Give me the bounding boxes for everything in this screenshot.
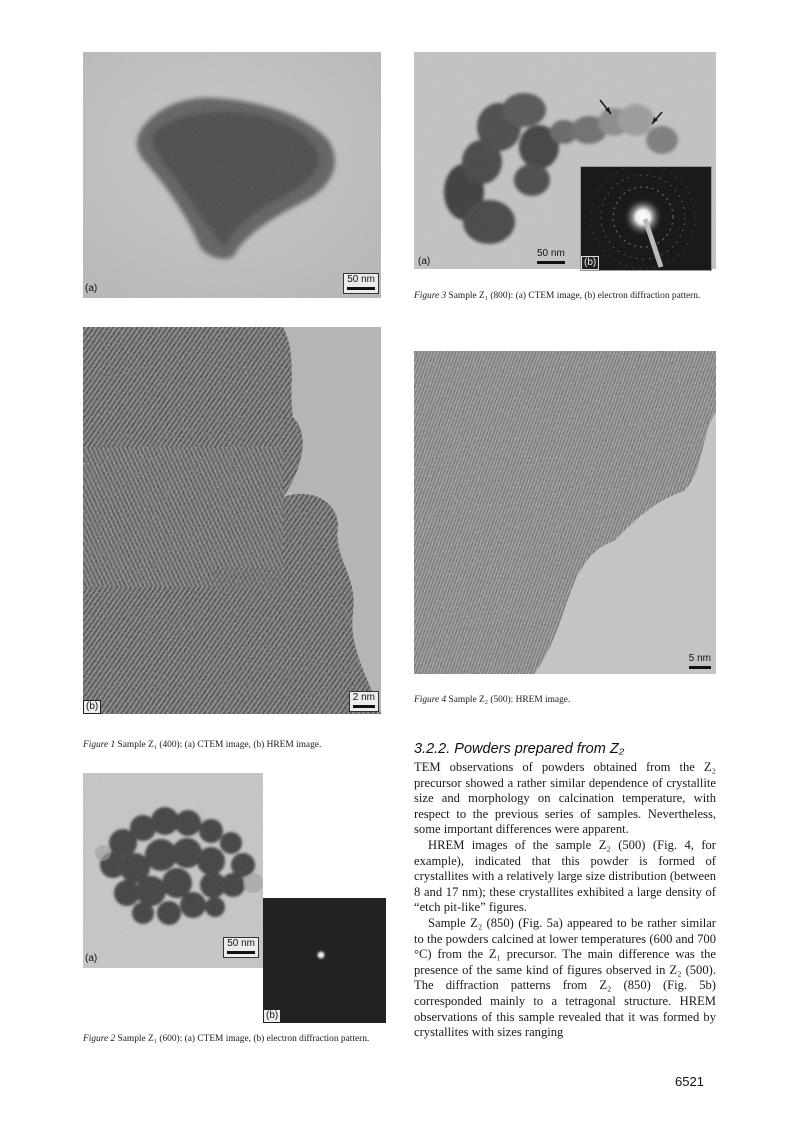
figure3a-scale-bar [534, 248, 568, 267]
figure1a-scale-bar [343, 273, 379, 294]
paragraph-3: Sample Z₂ (850) (Fig. 5a) appeared to be rather similar to the powders calcined at lower temperatures (600 and 700 °C) from the Z₁ precursor. The main difference was the presence of the same kind of figures observed in Z₂ (500). The diffraction patterns from Z₂ (850) (Fig. 5b) corresponded mainly to a tetragonal structure. HREM observations of this sample revealed that it was formed by crystallites with sizes ranging [414, 915, 716, 1040]
figure3a-scale-text: 50 nm [537, 248, 565, 259]
figure2a-scale-text: 50 nm [227, 938, 255, 949]
page-number: 6521 [675, 1074, 704, 1089]
figure2b-panel-label: (b) [263, 1009, 281, 1023]
figure4-caption-lead: Figure 4 [414, 695, 447, 705]
figure2-caption [83, 1033, 388, 1046]
figure2a-scale-bar [223, 937, 259, 958]
figure3-caption [414, 290, 719, 303]
figure3a-panel-label: (a) [418, 256, 431, 267]
figure1a-panel-label: (a) [85, 283, 98, 294]
figure1a-ctem-image [83, 52, 381, 298]
figure1-caption [83, 739, 383, 752]
figure2-caption-text: Sample Z₁ (600): (a) CTEM image, (b) electron diffraction pattern. [117, 1034, 370, 1044]
figure3b-panel-label: (b) [581, 256, 599, 270]
figure3b-diffraction-pattern [580, 166, 712, 271]
figure2-caption-lead: Figure 2 [83, 1034, 116, 1044]
figure3-caption-lead: Figure 3 [414, 291, 447, 301]
figure4-hrem-image [414, 351, 716, 674]
figure2a-ctem-image [83, 773, 263, 968]
figure3-caption-text: Sample Z₁ (800): (a) CTEM image, (b) electron diffraction pattern. [448, 291, 701, 301]
figure1b-scale-bar [349, 691, 379, 712]
figure1a-scale-text: 50 nm [347, 274, 375, 285]
paragraph-1: TEM observations of powders obtained from the Z₂ precursor showed a rather similar dependence of crystallite size and morphology on calcination temperature, with respect to the previous series of samples. Nevertheless, some important differences were apparent. [414, 760, 716, 837]
figure4-scale-bar [686, 653, 714, 672]
figure1b-scale-text: 2 nm [352, 692, 375, 703]
figure1-caption-text: Sample Z₁ (400): (a) CTEM image, (b) HREM image. [117, 740, 322, 750]
figure1b-hrem-image [83, 327, 381, 714]
figure2a-panel-label: (a) [85, 953, 98, 964]
section-body [414, 760, 716, 1041]
paragraph-2: HREM images of the sample Z₂ (500) (Fig. 4, for example), indicated that this powder is formed of crystallites with a relatively large size distribution (between 8 and 17 nm); these crystallites exhibited a large density of “etch pit-like” figures. [414, 837, 716, 915]
section-heading: 3.2.2. Powders prepared from Z₂ [414, 741, 625, 757]
figure4-scale-text: 5 nm [688, 653, 711, 664]
figure4-caption-text: Sample Z₂ (500): HREM image. [448, 695, 571, 705]
figure1-caption-lead: Figure 1 [83, 740, 116, 750]
figure1b-panel-label: (b) [83, 700, 101, 714]
figure4-caption [414, 694, 719, 707]
figure2b-diffraction-pattern [263, 898, 386, 1023]
